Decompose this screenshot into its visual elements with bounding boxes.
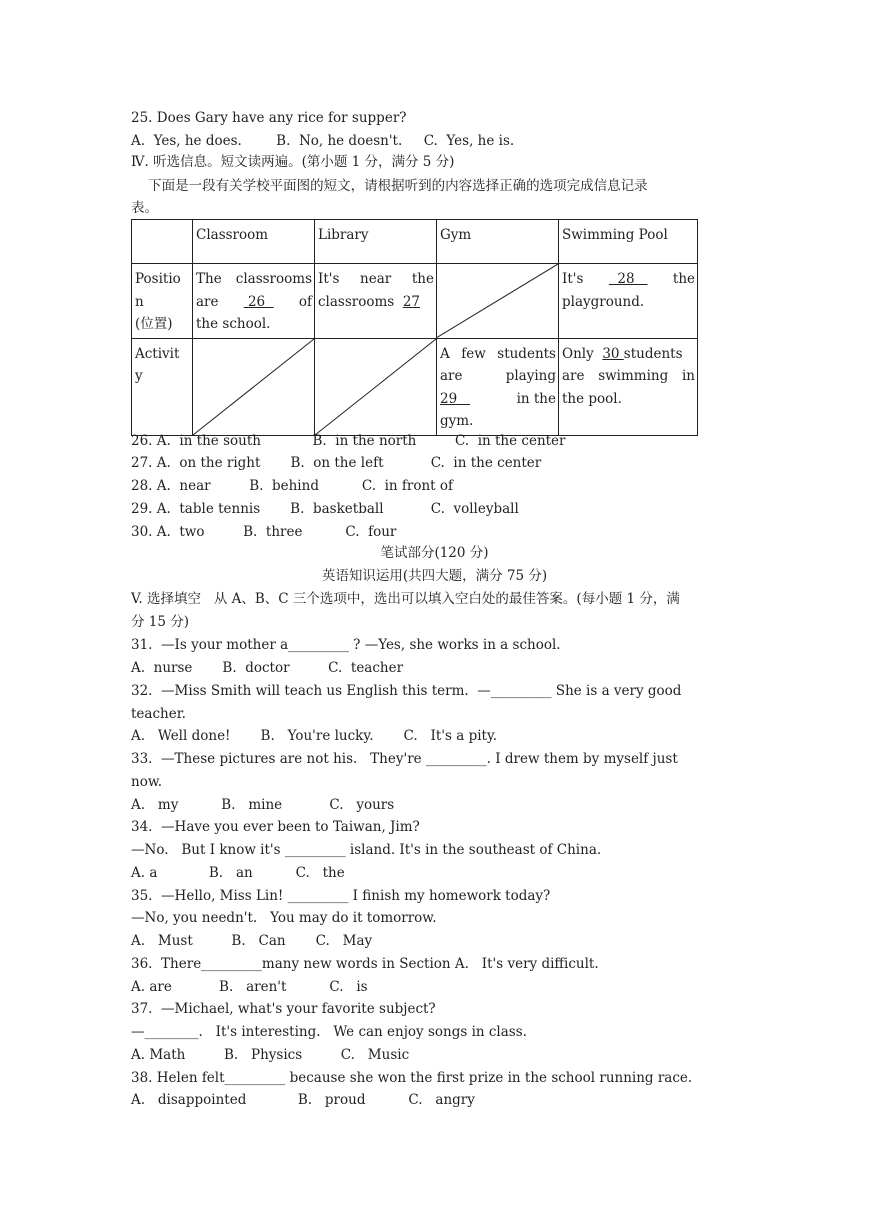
cell-library-position: It's near the classrooms 27 (315, 264, 437, 339)
header-swimming-pool: Swimming Pool (559, 220, 698, 264)
blank-28: 28 (608, 271, 648, 287)
option-line-30: 30. A. two B. three C. four (131, 524, 397, 540)
section5-title-line2: 分 15 分) (131, 614, 190, 630)
question-line: 37. —Michael, what's your favorite subject? (131, 1001, 436, 1017)
section4-intro-line1: 下面是一段有关学校平面图的短文，请根据听到的内容选择正确的选项完成信息记录 (131, 178, 648, 194)
knowledge-title: 英语知识运用(共四大题，满分 75 分) (321, 568, 548, 584)
option-line-27: 27. A. on the right B. on the left C. in the center (131, 455, 542, 471)
option-line-28: 28. A. near B. behind C. in front of (131, 478, 454, 494)
cell-classroom-activity-empty (193, 338, 315, 435)
question-line: 35. —Hello, Miss Lin! _________ I finish my homework today? (131, 888, 551, 904)
question-line: 31. —Is your mother a_________ ? —Yes, she works in a school. (131, 637, 561, 653)
cell-pool-activity: Only 30 students are swimming in the pool. (559, 338, 698, 435)
diagonal-line (437, 264, 558, 338)
cell-gym-position-empty (437, 264, 559, 339)
diagonal-line (315, 339, 436, 435)
section4-intro-line2: 表。 (131, 200, 158, 216)
question-line: teacher. (131, 706, 186, 722)
question-line: A. my B. mine C. yours (131, 797, 395, 813)
option-line-26: 26. A. in the south B. in the north C. in the center (131, 433, 566, 449)
section5-title-line1: V. 选择填空 从 A、B、C 三个选项中，选出可以填入空白处的最佳答案。(每小题 1 分，满 (131, 591, 680, 607)
question-line: 38. Helen felt_________ because she won the first prize in the school running race. (131, 1070, 693, 1086)
question-line: 33. —These pictures are not his. They're _________. I drew them by myself just (131, 751, 678, 767)
blank-27: 27 (402, 293, 421, 310)
question-line: —________. It's interesting. We can enjoy songs in class. (131, 1024, 527, 1040)
section4-title: Ⅳ. 听选信息。短文读两遍。(第小题 1 分，满分 5 分) (131, 154, 455, 170)
cell-pool-position: It's 28 the playground. (559, 264, 698, 339)
header-gym: Gym (437, 220, 559, 264)
header-empty (132, 220, 193, 264)
question-line: 36. There_________many new words in Section A. It's very difficult. (131, 956, 599, 972)
question-line: A. a B. an C. the (131, 865, 345, 881)
diagonal-line (193, 339, 314, 435)
question-line: 32. —Miss Smith will teach us English this term. —_________ She is a very good (131, 683, 682, 699)
table-row-position (132, 264, 698, 339)
blank-29: 29 (440, 390, 471, 407)
blank-26: 26 (243, 293, 274, 310)
question-line: A. are B. aren't C. is (131, 979, 368, 995)
table-header-row (132, 220, 698, 264)
written-part-title: 笔试部分(120 分) (380, 545, 489, 561)
question-line: —No. But I know it's _________ island. It's in the southeast of China. (131, 842, 602, 858)
question-line: 34. —Have you ever been to Taiwan, Jim? (131, 819, 420, 835)
table-row-activity (132, 338, 698, 435)
q25-options: A. Yes, he does. B. No, he doesn't. C. Yes, he is. (131, 133, 515, 149)
option-line-29: 29. A. table tennis B. basketball C. volleyball (131, 501, 519, 517)
info-record-table (131, 219, 698, 436)
row-label-activity: Activit y (132, 338, 193, 435)
question-line: —No, you needn't. You may do it tomorrow. (131, 910, 437, 926)
cell-classroom-position: The classrooms are 26 of the school. (193, 264, 315, 339)
header-library: Library (315, 220, 437, 264)
question-line: A. Math B. Physics C. Music (131, 1047, 410, 1063)
row-label-position: Positio n (位置) (132, 264, 193, 339)
cell-gym-activity: A few students are playing 29 in the gym. (437, 338, 559, 435)
blank-30: 30 (602, 345, 624, 362)
cell-library-activity-empty (315, 338, 437, 435)
question-line: A. Well done! B. You're lucky. C. It's a pity. (131, 728, 498, 744)
question-line: A. nurse B. doctor C. teacher (131, 660, 404, 676)
header-classroom: Classroom (193, 220, 315, 264)
q25-question: 25. Does Gary have any rice for supper? (131, 110, 407, 126)
question-line: A. disappointed B. proud C. angry (131, 1092, 475, 1108)
question-line: A. Must B. Can C. May (131, 933, 373, 949)
question-line: now. (131, 774, 163, 790)
